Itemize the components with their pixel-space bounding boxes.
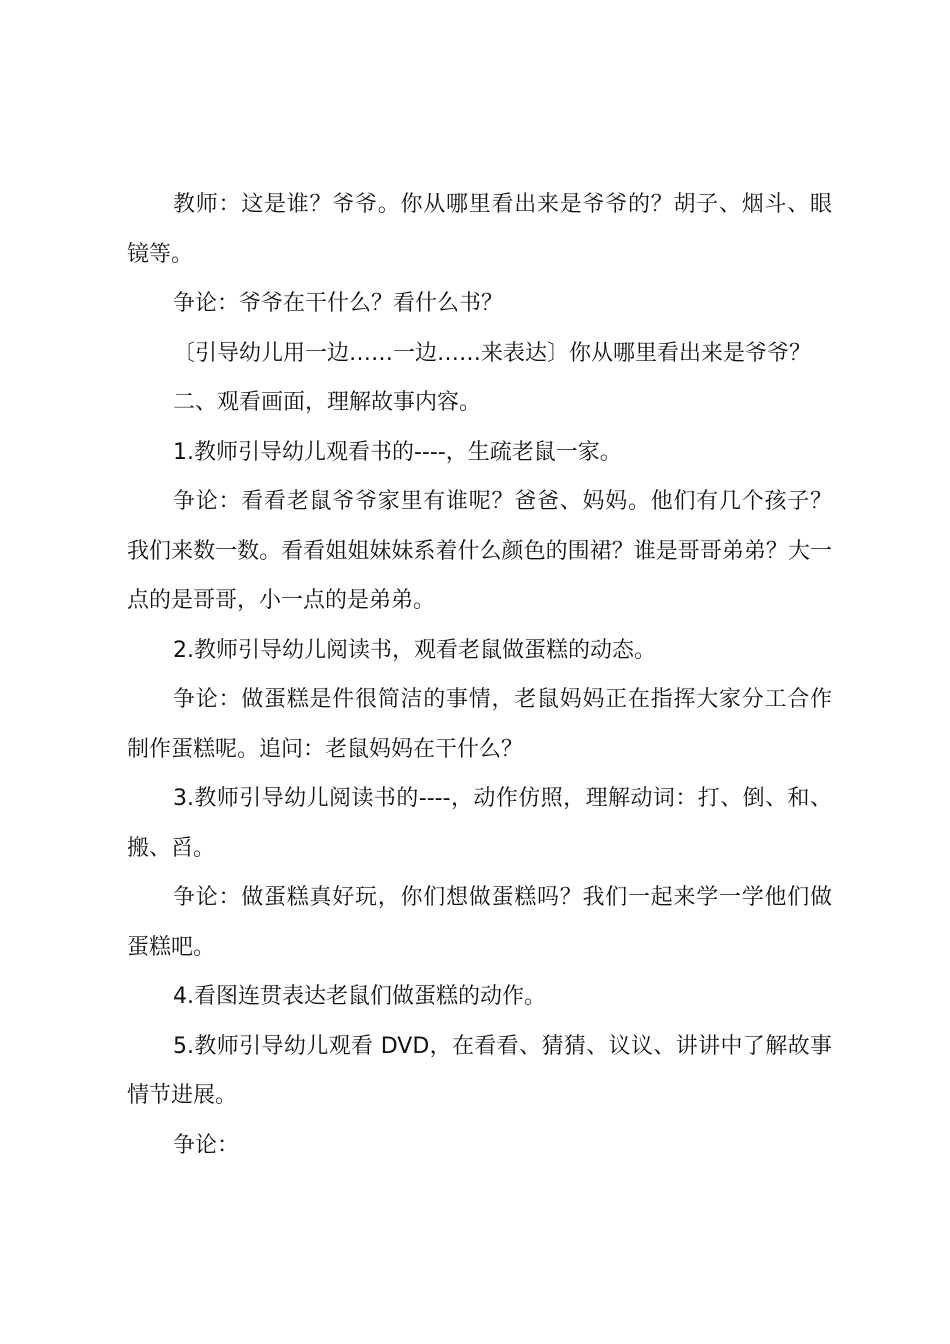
paragraph-step-4: 4.看图连贯表达老鼠们做蛋糕的动作。 [173, 984, 546, 1009]
paragraph-step-1: 1.教师引导幼儿观看书的----，生疏老鼠一家。 [173, 439, 622, 465]
paragraph-step-5: 5.教师引导幼儿观看 DVD，在看看、猜猜、议议、讲讲中了解故事情节进展。 [127, 1033, 832, 1108]
paragraph-teacher-question: 教师：这是谁？爷爷。你从哪里看出来是爷爷的？胡子、烟斗、眼镜等。 [127, 192, 832, 267]
paragraph-guide-expression: 〔引导幼儿用一边……一边……来表达〕你从哪里看出来是爷爷？ [173, 340, 812, 366]
paragraph-discussion-family: 争论：看看老鼠爷爷家里有谁呢？爸爸、妈妈。他们有几个孩子？我们来数一数。看看姐姐妹妹系着什么颜色的围裙？谁是哥哥弟弟？大一点的是哥哥，小一点的是弟弟。 [127, 489, 832, 613]
paragraph-discussion-final: 争论： [173, 1132, 240, 1158]
section-heading-2: 二、观看画面，理解故事内容。 [173, 390, 482, 415]
paragraph-discussion-cake: 争论：做蛋糕是件很简洁的事情，老鼠妈妈正在指挥大家分工合作制作蛋糕呢。追问：老鼠妈妈在干什么？ [127, 687, 832, 762]
paragraph-step-3: 3.教师引导幼儿阅读书的----，动作仿照，理解动词：打、倒、和、搬、舀。 [127, 786, 832, 861]
document-body [127, 180, 832, 1170]
paragraph-discussion-fun: 争论：做蛋糕真好玩，你们想做蛋糕吗？我们一起来学一学他们做蛋糕吧。 [127, 885, 832, 960]
paragraph-discussion-grandpa: 争论：爷爷在干什么？看什么书？ [173, 291, 504, 316]
paragraph-step-2: 2.教师引导幼儿阅读书，观看老鼠做蛋糕的动态。 [173, 637, 656, 663]
